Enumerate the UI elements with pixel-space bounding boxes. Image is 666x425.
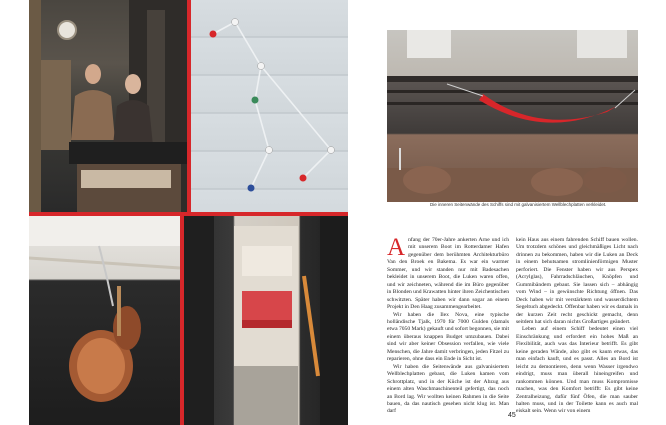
photo-couple-art xyxy=(29,0,187,212)
page-number: 45 xyxy=(508,412,516,419)
red-divider-vertical-bottom xyxy=(180,216,184,425)
photo-copper-pan xyxy=(29,216,180,425)
photo-cabin-bed xyxy=(184,216,348,425)
photo-red-hammock xyxy=(387,30,638,202)
red-divider-vertical-top xyxy=(187,0,191,212)
photo-bunk-art xyxy=(184,216,348,425)
article-paragraph: Wir haben die Seitenwände aus galvanisiertem Wellblechplatten gebaut, die Luken kamen vom Schrottplatz, und in der Küche ist der Abzug aus einem alten Waschmaschinenteil gefertigt, das noch an Bord lag. Wir wollten keinen Rahmen in die Seite bauen, da das nautisch gesehen nicht klug ist. Man darf xyxy=(387,363,509,415)
drop-cap: A xyxy=(387,234,406,261)
article-paragraph: Wir haben die Ilex Nova, eine typische holländische Tjalk, 1970 für 7000 Gulden (damals etwa 7050 Mark) gekauft und sofort begonnen, sie mit einem überaus knappen Budget umzubauen. Dabei sind wir aber keiner Obsession verfallen, wie viele Menschen, die Jahre damit verbringen, jeden Fitzel zu reparieren, ohne dass ein Ende in Sicht ist. xyxy=(387,311,509,363)
photo-wall-pegs xyxy=(191,0,348,212)
article-paragraph xyxy=(387,234,509,312)
article-column-2 xyxy=(516,237,638,416)
red-divider-horizontal xyxy=(29,212,348,216)
article-paragraph: kein Haus aus einem fahrenden Schiff bauen wollen. Um trotzdem schönes und gleichmäßiges Licht nach drinnen zu bekommen, haben wir die Luken an Deck in einem behutsamen stromlinienförmigen Muster perforiert. Die Fenster haben wir aus Perspex (Acrylglas), Fahrradschläuchen, Knöpfen und Gummibändern gebaut. Sie lassen sich – abhängig vom Wind – in gewünschte Richtung öffnen. Das Deck haben wir mit verstärktem und wasserdichtem Segeltuch abgedeckt. Offenbar haben wir es damals in der kurzen Zeit recht geschickt gemacht, denn seitdem hat sich daran nichts Großartiges geändert. xyxy=(516,237,638,325)
photo-caption: Die inneren Seitenwände des Schiffs sind mit galvanisiertem Wellblechplatten verkleidet. xyxy=(430,202,607,207)
photo-pan-art xyxy=(29,216,180,425)
article-paragraph: Leben auf einem Schiff bedeutet einen viel Einschränkung und erfordert ein hohes Maß an Flexibilität, auch was das Interieur betrifft. Es gibt keine geraden Wände, also gibt es kaum etwas, das man einfach kauft, und es passt. Alles an Bord ist leicht zu demontieren, denn wenn Wasser irgendwo eindrigt, muss man überall hineingreifen und rankommen können. Und man muss Kompromisse machen, was den Komfort betrifft: Es gibt keine Zentralheizung, dafür fünf Öfen, die man sauber halten muss, und in der Toilette kann es auch mal eiskalt sein. Wenn wir von einem xyxy=(516,326,638,415)
article-column-1 xyxy=(387,234,509,416)
photo-wall-art xyxy=(191,0,348,212)
photo-hammock-art xyxy=(387,30,638,202)
paragraph-text: nfang der 70er-Jahre ankerten Arne und ich mit unserem Boot im Rotterdamer Hafen gegenüber dem berühmten Architekturbüro Van den Broek en Bakema. Es war ein warmer Sommer, und wir standen nur mit Badesachen bekleidet in unserem Boot, die Luken waren offen, und wir zeichneten, während die im Büro gegenüber in Blonden und Krawatten hinter ihren Zeichentischen schwitzten. Später haben wir dann sogar an einem Projekt in Den Haag zusammengearbeitet. xyxy=(387,237,509,311)
photo-couple xyxy=(29,0,187,212)
